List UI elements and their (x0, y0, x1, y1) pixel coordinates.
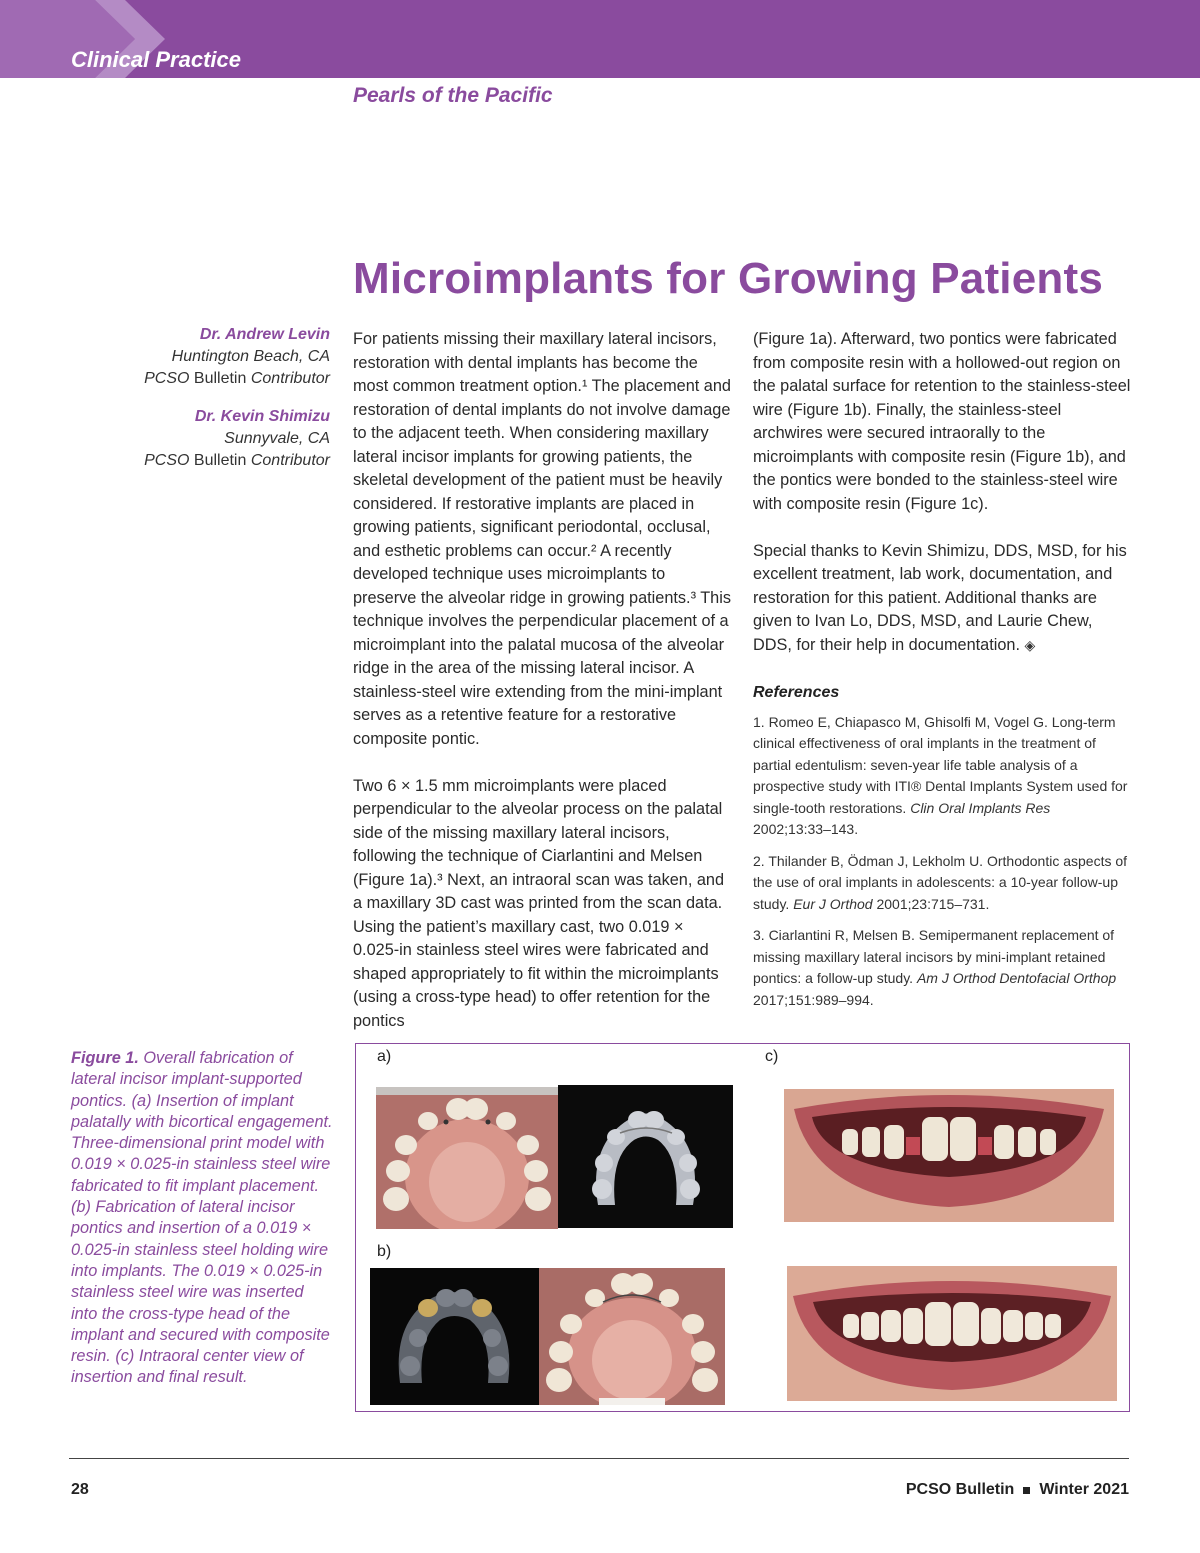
body-paragraph: (Figure 1a). Afterward, two pontics were fabricated from composite resin with a hollowed-out region on the palatal surface for retention to the stainless-steel wire (Figure 1b). Finally, the stainless-steel archwires were secured intraorally to the microimplants with composite resin (Figure 1b), and the pontics were bonded to the stainless-steel wire with composite resin (Figure 1c). (753, 330, 1131, 513)
article-title: Microimplants for Growing Patients (353, 254, 1103, 303)
author-role-suffix: Contributor (250, 370, 330, 387)
author-entry (90, 406, 330, 472)
author-role (90, 368, 330, 390)
figure-caption-text: Overall fabrication of lateral incisor implant-supported pontics. (a) Insertion of implant palatally with bicortical engagement. Three-dimensional print model with 0.019 × 0.025-in stainless steel wire fabricated to fit implant placement. (b) Fabrication of lateral incisor pontics and insertion of a 0.019 × 0.025-in stainless steel holding wire into implants. The 0.019 × 0.025-in stainless steel wire was inserted into the cross-type head of the implant and secured with composite resin. (c) Intraoral center view of insertion and final result. (71, 1049, 333, 1387)
figure-caption (71, 1048, 333, 1389)
panel-label-b: b) (377, 1243, 392, 1260)
page-number: 28 (71, 1481, 89, 1498)
author-role-suffix: Contributor (250, 452, 330, 469)
end-mark-icon: ◈ (1024, 636, 1036, 653)
author-location: Huntington Beach, CA (171, 348, 330, 365)
photo-smile-final (787, 1266, 1117, 1401)
figure-frame (355, 1043, 1130, 1412)
author-entry (90, 324, 330, 390)
issue-name: Winter 2021 (1039, 1481, 1129, 1498)
author-pub: PCSO (144, 452, 190, 469)
author-location: Sunnyvale, CA (224, 430, 330, 447)
column-name: Pearls of the Pacific (353, 84, 553, 107)
author-role-text: Bulletin (193, 452, 247, 469)
author-pub: PCSO (144, 370, 190, 387)
panel-label-c: c) (765, 1048, 779, 1065)
author-role (90, 450, 330, 472)
references-heading: References (753, 684, 840, 701)
reference-journal: Am J Orthod Dentofacial Orthop (916, 970, 1117, 986)
reference-cite: 2001;23:715–731. (876, 895, 990, 912)
publication-name: PCSO Bulletin (905, 1481, 1015, 1498)
section-label: Clinical Practice (71, 47, 241, 72)
body-paragraph: Two 6 × 1.5 mm microimplants were placed perpendicular to the alveolar process on the palatal side of the missing maxillary lateral incisors, following the technique of Ciarlantini and Melsen (Figure 1a).³ Next, an intraoral scan was taken, and a maxillary 3D cast was printed from the scan data. Using the patient’s maxillary cast, two 0.019 × 0.025-in stainless steel wires were fabricated and shaped appropriately to fit within the microimplants (using a cross-type head) to offer retention for the pontics (353, 776, 725, 1030)
body-paragraph: For patients missing their maxillary lateral incisors, restoration with dental implants has become the most common treatment option.¹ The placement and restoration of dental implants do not involve damage to the adjacent teeth. When considering maxillary lateral incisor implants for growing patients, the skeletal development of the patient must be heavily considered. If restorative implants are placed in growing patients, significant periodontal, occlusal, and esthetic problems can occur.² A recently developed technique uses microimplants to preserve the alveolar ridge in growing patients.³ This technique involves the perpendicular placement of a microimplant into the palatal mucosa of the alveolar ridge in the area of the missing lateral incisor. A stainless-steel wire extending from the mini-implant serves as a retentive feature for a restorative composite pontic. (353, 330, 731, 748)
acknowledgment-text: Special thanks to Kevin Shimizu, DDS, MSD, for his excellent treatment, lab work, documentation, and restoration for this patient. Additional thanks are given to Ivan Lo, DDS, MSD, and Laurie Chew, DDS, for their help in documentation. (753, 541, 1127, 654)
footer-rule (69, 1458, 1129, 1459)
reference-text: 3. Ciarlantini R, Melsen B. Semipermanent replacement of missing maxillary lateral incisors by mini-implant retained pontics: a follow-up study. (753, 927, 1115, 986)
reference-item (753, 925, 1131, 1011)
reference-journal: Eur J Orthod (793, 895, 873, 912)
footer-publication (906, 1481, 1129, 1499)
reference-cite: 2002;13:33–143. (753, 821, 859, 837)
body-column-right (753, 328, 1131, 1011)
photo-3d-model (558, 1085, 733, 1228)
photo-intraoral-implant (376, 1087, 558, 1229)
reference-text: 2. Thilander B, Ödman J, Lekholm U. Orthodontic aspects of the use of oral implants in adolescents: a 10-year follow-up study. (753, 852, 1128, 912)
photo-intraoral-wire (539, 1268, 725, 1405)
photo-model-pontics (370, 1268, 539, 1405)
author-name: Dr. Kevin Shimizu (194, 408, 330, 425)
acknowledgment-paragraph (753, 540, 1131, 658)
separator-square-icon (1023, 1487, 1030, 1494)
body-column-left (353, 328, 731, 1033)
reference-item (753, 712, 1131, 841)
photo-smile-insertion (784, 1089, 1114, 1222)
panel-label-a: a) (377, 1048, 392, 1065)
figure-caption-label: Figure 1. (71, 1049, 139, 1067)
reference-cite: 2017;151:989–994. (753, 991, 874, 1008)
reference-journal: Clin Oral Implants Res (910, 799, 1051, 816)
reference-item (753, 851, 1131, 916)
reference-text: 1. Romeo E, Chiapasco M, Ghisolfi M, Vogel G. Long-term clinical effectiveness of oral implants in the treatment of partial edentulism: seven-year life table analysis of a prospective study with ITI® Dental Implants System used for single-tooth restorations. (753, 713, 1128, 816)
author-role-text: Bulletin (193, 370, 247, 387)
author-list (90, 324, 330, 472)
header-band (0, 0, 1200, 78)
author-name: Dr. Andrew Levin (199, 326, 330, 343)
